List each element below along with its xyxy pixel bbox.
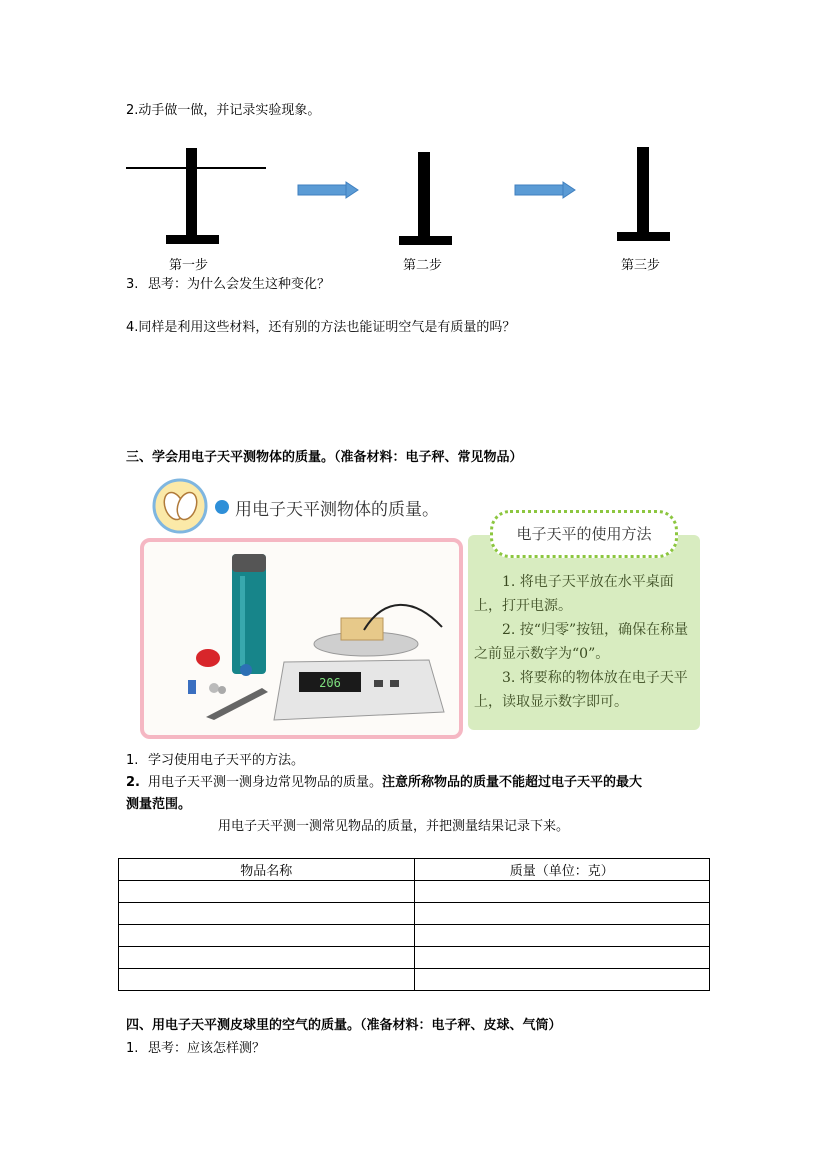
section-3-heading: 三、学会用电子天平测物体的质量。（准备材料：电子秤、常见物品） <box>126 450 523 465</box>
table-cell[interactable] <box>119 925 415 947</box>
table-cell[interactable] <box>414 925 710 947</box>
table-cell[interactable] <box>119 881 415 903</box>
item-3-number: 3. <box>126 277 139 292</box>
table-row <box>119 947 710 969</box>
photo-frame <box>140 538 463 739</box>
item-text: 思考：应该怎样测？ <box>148 1041 266 1056</box>
table-cell[interactable] <box>414 881 710 903</box>
step1-balance <box>126 148 266 244</box>
item-3 <box>126 276 330 294</box>
experiment-diagram <box>120 140 700 250</box>
banner-dot-icon <box>214 499 230 515</box>
section-4-item-1 <box>126 1040 265 1058</box>
instruction-3: 3. 将要称的物体放在电子天平上，读取显示数字即可。 <box>474 670 688 710</box>
method-title: 电子天平的使用方法 <box>516 525 652 543</box>
section-3-item-1 <box>126 752 304 770</box>
header-mass: 质量（单位：克） <box>414 859 710 881</box>
item-text: 学习使用电子天平的方法。 <box>148 753 305 768</box>
header-item-name: 物品名称 <box>119 859 415 881</box>
table-header-row <box>119 859 710 881</box>
arrow-2 <box>515 182 575 198</box>
item-number: 1. <box>126 753 139 768</box>
arrow-1 <box>298 182 358 198</box>
item-number: 1. <box>126 1041 139 1056</box>
table-row <box>119 903 710 925</box>
item-warning: 注意所称物品的质量不能超过电子天平的最大 <box>382 775 643 790</box>
item-2-text: 2.动手做一做，并记录实验现象。 <box>126 103 321 118</box>
method-instructions <box>474 570 696 714</box>
table-cell[interactable] <box>414 969 710 991</box>
electronic-scale-photo <box>144 542 459 735</box>
table-row <box>119 925 710 947</box>
table-cell[interactable] <box>414 903 710 925</box>
table-row <box>119 881 710 903</box>
item-text: 用电子天平测一测身边常见物品的质量。 <box>148 775 383 790</box>
item-3-text: 思考：为什么会发生这种变化？ <box>148 277 331 292</box>
step-label-2: 第二步 <box>403 258 443 273</box>
step3-stand <box>617 147 670 241</box>
measurement-table <box>118 858 710 991</box>
table-cell[interactable] <box>414 947 710 969</box>
instruction-1: 1. 将电子天平放在水平桌面上，打开电源。 <box>474 574 674 614</box>
item-4-text: 4.同样是利用这些材料，还有别的方法也能证明空气是有质量的吗？ <box>126 320 516 335</box>
step-label-3: 第三步 <box>621 258 661 273</box>
table-cell[interactable] <box>119 969 415 991</box>
item-number: 2. <box>126 775 140 790</box>
instruction-2: 2. 按“归零”按钮，确保在称量之前显示数字为“0”。 <box>474 622 689 662</box>
method-title-box <box>490 510 678 558</box>
table-caption: 用电子天平测一测常见物品的质量，并把测量结果记录下来。 <box>218 819 570 834</box>
figure-banner: 用电子天平测物体的质量。 <box>235 500 439 520</box>
section-3-item-2 <box>126 774 642 792</box>
table-cell[interactable] <box>119 903 415 925</box>
clapping-hands-icon <box>152 478 212 538</box>
section-4-heading: 四、用电子天平测皮球里的空气的质量。（准备材料：电子秤、皮球、气筒） <box>126 1018 562 1033</box>
step-label-1: 第一步 <box>169 258 209 273</box>
step2-stand <box>399 152 452 245</box>
table-cell[interactable] <box>119 947 415 969</box>
scale-display-value: 206 <box>319 676 341 690</box>
item-warning-continued: 测量范围。 <box>126 797 192 812</box>
table-row <box>119 969 710 991</box>
